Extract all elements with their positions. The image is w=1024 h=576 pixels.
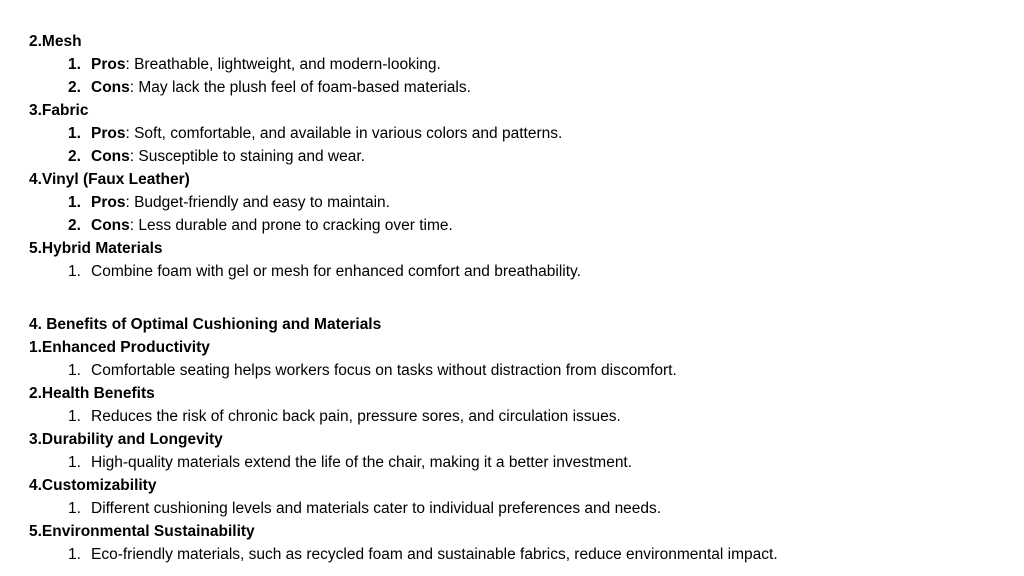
item-text: Different cushioning levels and materials cater to individual preferences and needs. [91, 500, 662, 517]
item-number: 2. [68, 79, 81, 96]
item-number: 1. [68, 125, 81, 142]
item-number: 1. [68, 500, 81, 517]
item-number: 2. [68, 148, 81, 165]
list-item [29, 53, 1024, 76]
list-item [29, 122, 1024, 145]
list-item [29, 145, 1024, 168]
item-text: : Budget-friendly and easy to maintain. [125, 194, 390, 211]
group-title-mesh: 2.Mesh [29, 33, 82, 50]
group-title-durability: 3.Durability and Longevity [29, 431, 223, 448]
item-text: : May lack the plush feel of foam-based materials. [129, 79, 471, 96]
item-label: Cons [91, 148, 130, 165]
item-label: Cons [91, 217, 130, 234]
item-number: 1. [68, 408, 81, 425]
list-item [29, 543, 1024, 566]
group-title-productivity: 1.Enhanced Productivity [29, 339, 210, 356]
item-number: 1. [68, 263, 81, 280]
item-number: 2. [68, 217, 81, 234]
group-title-health: 2.Health Benefits [29, 385, 155, 402]
section-heading: 4. Benefits of Optimal Cushioning and Materials [29, 316, 382, 333]
list-item [29, 76, 1024, 99]
list-item [29, 497, 1024, 520]
item-text: Eco-friendly materials, such as recycled foam and sustainable fabrics, reduce environmental impact. [91, 546, 778, 563]
group-title-fabric: 3.Fabric [29, 102, 89, 119]
section-spacer [29, 283, 1024, 313]
benefits-list [29, 313, 1024, 566]
item-number: 1. [68, 56, 81, 73]
group-title-hybrid: 5.Hybrid Materials [29, 240, 163, 257]
item-text: : Soft, comfortable, and available in various colors and patterns. [125, 125, 563, 142]
item-label: Cons [91, 79, 130, 96]
list-item [29, 451, 1024, 474]
item-text: : Breathable, lightweight, and modern-looking. [125, 56, 441, 73]
item-label: Pros [91, 56, 126, 73]
group-title-vinyl: 4.Vinyl (Faux Leather) [29, 171, 190, 188]
group-title-sustainability: 5.Environmental Sustainability [29, 523, 255, 540]
list-item [29, 191, 1024, 214]
group-title-customizability: 4.Customizability [29, 477, 157, 494]
item-text: Comfortable seating helps workers focus on tasks without distraction from discomfort. [91, 362, 677, 379]
item-number: 1. [68, 546, 81, 563]
list-item [29, 359, 1024, 382]
materials-list [29, 30, 1024, 283]
list-item [29, 260, 1024, 283]
item-label: Pros [91, 125, 126, 142]
item-text: : Susceptible to staining and wear. [129, 148, 365, 165]
item-text: Combine foam with gel or mesh for enhanced comfort and breathability. [91, 263, 581, 280]
list-item [29, 405, 1024, 428]
item-number: 1. [68, 362, 81, 379]
list-item [29, 214, 1024, 237]
item-number: 1. [68, 194, 81, 211]
item-text: Reduces the risk of chronic back pain, pressure sores, and circulation issues. [91, 408, 621, 425]
item-number: 1. [68, 454, 81, 471]
item-label: Pros [91, 194, 126, 211]
item-text: : Less durable and prone to cracking over time. [129, 217, 453, 234]
item-text: High-quality materials extend the life of the chair, making it a better investment. [91, 454, 633, 471]
